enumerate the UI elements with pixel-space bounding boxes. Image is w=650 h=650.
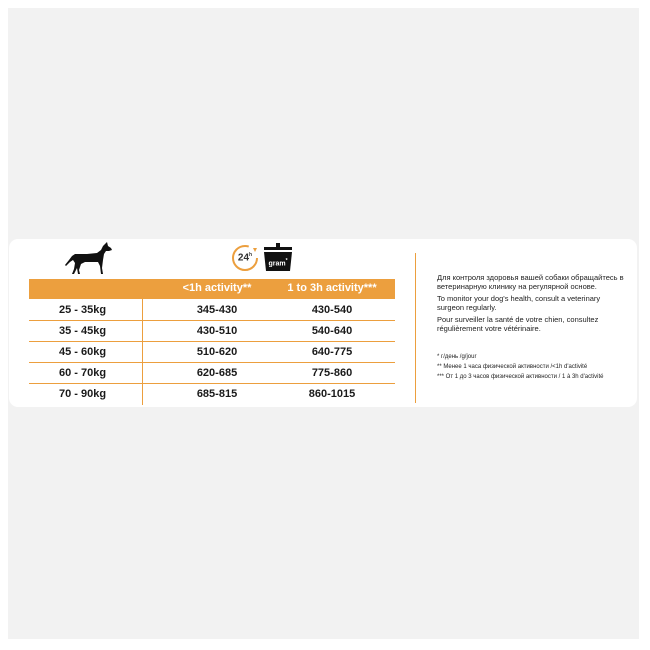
weight-cell: 35 - 45kg	[59, 325, 107, 337]
table-row	[29, 300, 395, 321]
weight-cell: 70 - 90kg	[59, 388, 107, 400]
footnote: * г/день /g/jour	[437, 354, 477, 360]
weight-cell: 60 - 70kg	[59, 367, 107, 379]
note-en: To monitor your dog's health, consult a veterinary surgeon regularly.	[437, 294, 601, 312]
feeding-guide-card	[9, 239, 637, 407]
health-notes	[437, 273, 627, 336]
low-activity-cell: 685-815	[196, 388, 238, 400]
table-row	[29, 321, 395, 342]
bowl-label: gram*	[268, 258, 288, 268]
footnote: ** Менее 1 часа физической активности /<1h d'activité	[437, 364, 588, 370]
high-activity-cell: 775-860	[311, 367, 353, 379]
table-row	[29, 384, 395, 404]
high-activity-cell: 640-775	[311, 346, 353, 358]
table-header	[29, 279, 395, 299]
feeding-table	[29, 279, 395, 400]
table-row	[29, 363, 395, 384]
footnote: *** От 1 до 3 часов физической активности / 1 à 3h d'activité	[437, 374, 604, 380]
header-high-activity: 1 to 3h activity***	[287, 282, 377, 294]
note-ru: Для контроля здоровья вашей собаки обращайтесь в ветеринарную клинику на регулярной основе.	[437, 273, 624, 291]
dog-icon	[65, 242, 113, 276]
footnotes	[437, 353, 627, 383]
table-column-divider	[142, 299, 143, 405]
weight-cell: 25 - 35kg	[59, 304, 107, 316]
section-divider	[415, 253, 416, 403]
note-fr: Pour surveiller la santé de votre chien, consultez régulièrement votre vétérinaire.	[437, 315, 599, 333]
high-activity-cell: 540-640	[311, 325, 353, 337]
low-activity-cell: 620-685	[196, 367, 238, 379]
high-activity-cell: 430-540	[311, 304, 353, 316]
low-activity-cell: 510-620	[196, 346, 238, 358]
clock-label: 24$^h$	[237, 252, 253, 264]
low-activity-cell: 430-510	[196, 325, 238, 337]
table-row	[29, 342, 395, 363]
low-activity-cell: 345-430	[196, 304, 238, 316]
weight-cell: 45 - 60kg	[59, 346, 107, 358]
header-low-activity: <1h activity**	[182, 282, 252, 294]
high-activity-cell: 860-1015	[308, 388, 356, 400]
